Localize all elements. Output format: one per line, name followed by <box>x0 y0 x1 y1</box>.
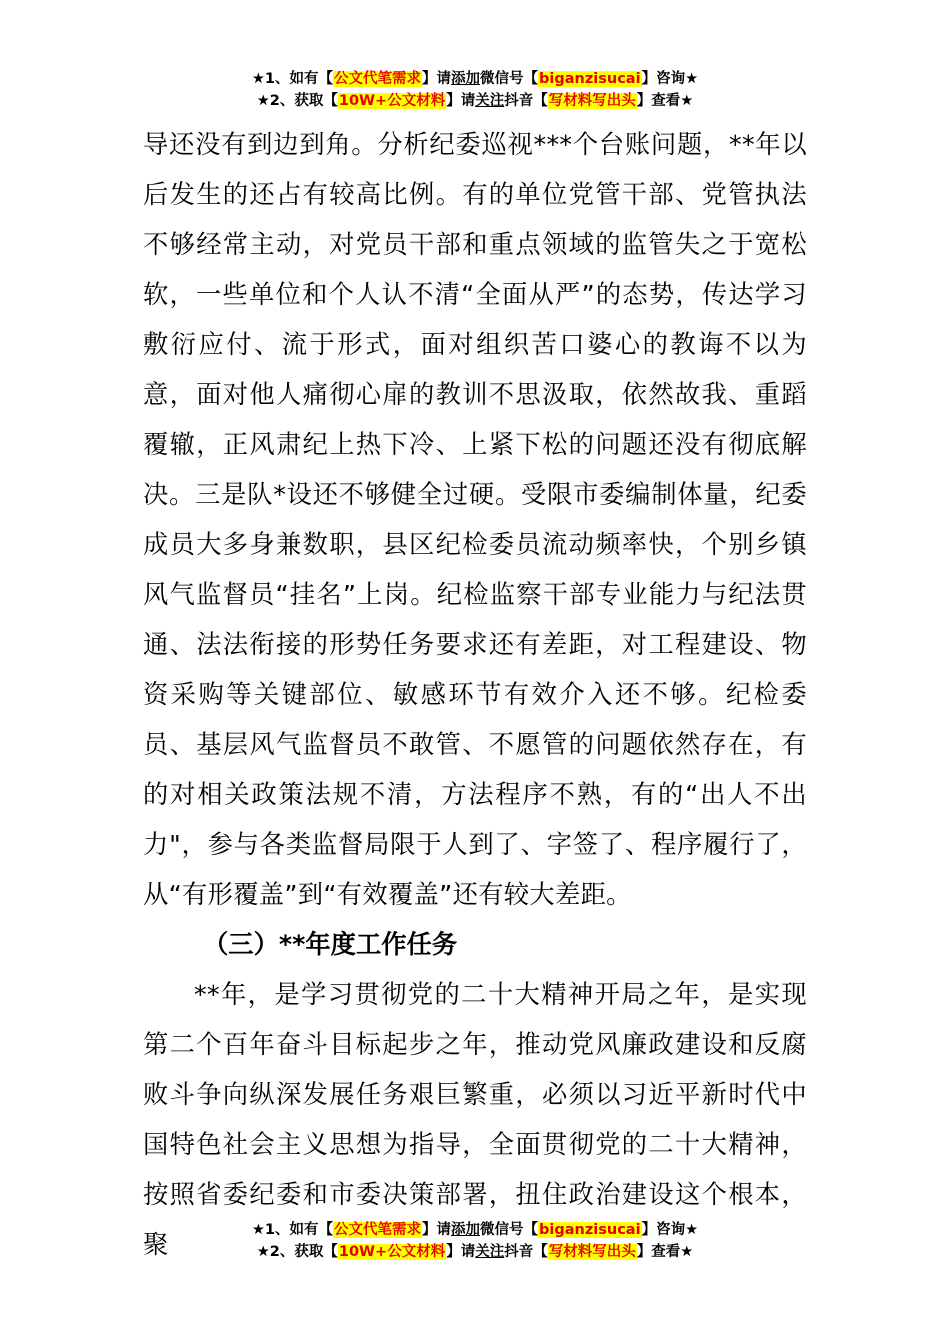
star-icon: ★ <box>251 71 265 87</box>
body-paragraph-1: 导还没有到边到角。分析纪委巡视***个台账问题，**年以后发生的还占有较高比例。有的单位党管干部、党管执法不够经常主动，对党员干部和重点领域的监管失之于宽松软，一些单位和个人认不清“全面从严”的态势，传达学习敷衍应付、流于形式，面对组织苦口婆心的教诲不以为意，面对他人痛彻心扉的教训不思汲取，依然故我、重蹈覆辙，正风肃纪上热下冷、上紧下松的问题还没有彻底解决。三是队*设还不够健全过硬。受限市委编制体量，纪委成员大多身兼数职，县区纪检委员流动频率快，个别乡镇风气监督员“挂名”上岗。纪检监察干部专业能力与纪法贯通、法法衔接的形势任务要求还有差距，对工程建设、物资采购等关键部位、敏感环节有效介入还不够。纪检委员、基层风气监督员不敢管、不愿管的问题依然存在，有的对相关政策法规不清，方法程序不熟，有的“出人不出力"，参与各类监督局限于人到了、字签了、程序履行了，从“有形覆盖”到“有效覆盖”还有较大差距。 <box>143 130 807 909</box>
banner-line-2 <box>0 1241 950 1263</box>
highlight-materials: 10W+公文材料 <box>338 93 446 109</box>
banner-text: 1、如有【 <box>264 1222 334 1238</box>
banner-text: 】查看 <box>636 93 681 109</box>
underlined-text: 添加 <box>451 1222 481 1238</box>
highlight-douyin-id: 写材料写出头 <box>548 1244 636 1260</box>
star-icon: ★ <box>680 93 694 109</box>
underlined-text: 关注 <box>475 1244 505 1260</box>
banner-text: 】请 <box>446 93 476 109</box>
star-icon: ★ <box>251 1222 265 1238</box>
banner-text: 微信号【 <box>480 71 539 87</box>
banner-text: 微信号【 <box>480 1222 539 1238</box>
banner-text: 】咨询 <box>641 1222 686 1238</box>
footer-banner <box>0 1219 950 1263</box>
banner-text: 】请 <box>422 71 452 87</box>
section-heading: （三）**年度工作任务 <box>203 930 458 959</box>
highlight-materials: 10W+公文材料 <box>338 1244 446 1260</box>
banner-text: 1、如有【 <box>264 71 334 87</box>
document-body <box>143 120 807 1270</box>
star-icon: ★ <box>680 1244 694 1260</box>
star-icon: ★ <box>685 71 699 87</box>
banner-text: 2、获取【 <box>269 93 338 109</box>
body-paragraph-2: **年，是学习贯彻党的二十大精神开局之年，是实现第二个百年奋斗目标起步之年，推动党风廉政建设和反腐败斗争向纵深发展任务艰巨繁重，必须以习近平新时代中国特色社会主义思想为指导，全面贯彻党的二十大精神，按照省委纪委和市委决策部署，扭住政治建设这个根本，聚 <box>143 980 807 1259</box>
highlight-douyin-id: 写材料写出头 <box>548 93 636 109</box>
underlined-text: 添加 <box>451 71 481 87</box>
banner-text: 】请 <box>446 1244 476 1260</box>
highlight-service: 公文代笔需求 <box>334 71 422 87</box>
banner-text: 2、获取【 <box>269 1244 338 1260</box>
banner-line-1 <box>0 1219 950 1241</box>
banner-text: 抖音【 <box>504 1244 548 1260</box>
highlight-wechat-id: biganzisucai <box>539 71 641 87</box>
banner-text: 】请 <box>422 1222 452 1238</box>
banner-line-2 <box>0 90 950 112</box>
highlight-wechat-id: biganzisucai <box>539 1222 641 1238</box>
banner-text: 】查看 <box>636 1244 681 1260</box>
highlight-service: 公文代笔需求 <box>334 1222 422 1238</box>
underlined-text: 关注 <box>475 93 505 109</box>
banner-text: 】咨询 <box>641 71 686 87</box>
star-icon: ★ <box>685 1222 699 1238</box>
banner-text: 抖音【 <box>504 93 548 109</box>
header-banner <box>0 68 950 112</box>
star-icon: ★ <box>256 93 270 109</box>
banner-line-1 <box>0 68 950 90</box>
star-icon: ★ <box>256 1244 270 1260</box>
